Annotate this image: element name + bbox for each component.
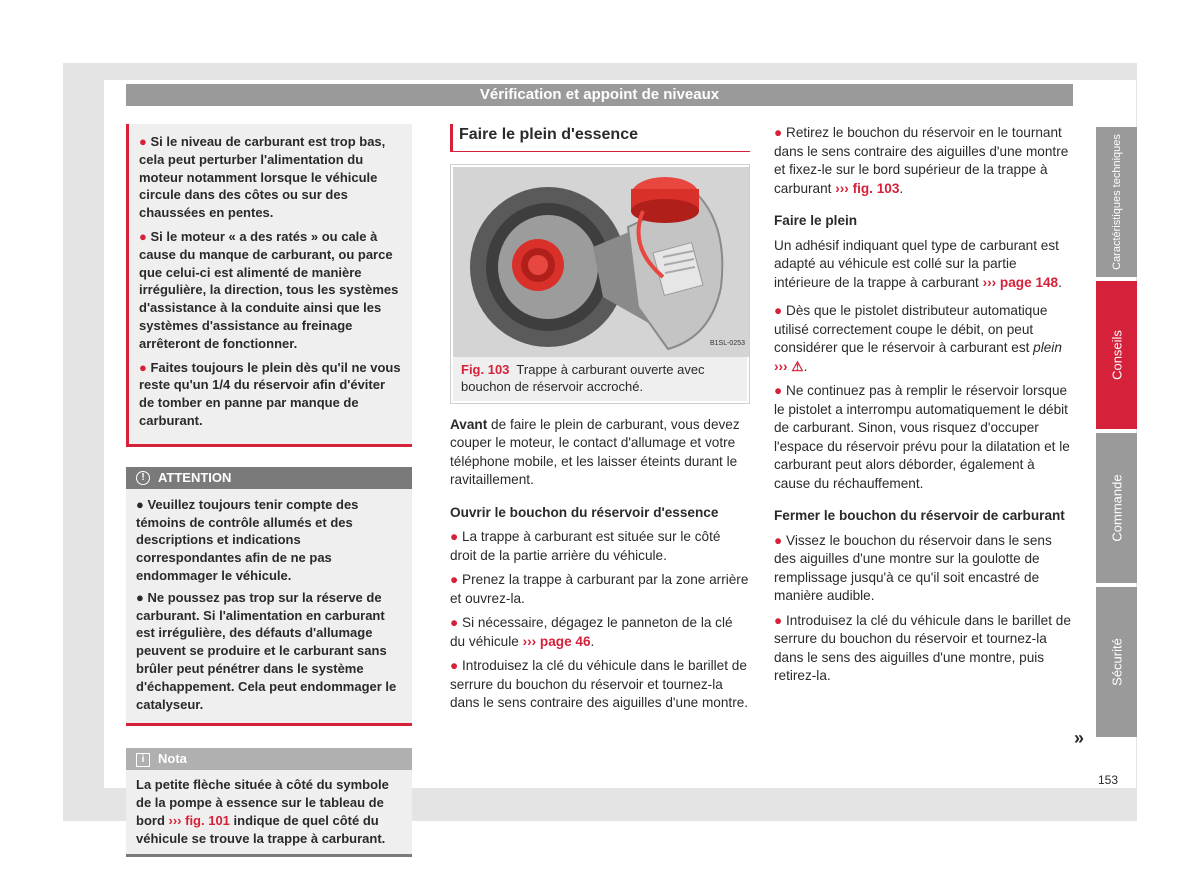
list-item: ● Dès que le pistolet distributeur automatique utilisé correctement coupe le débit, on peut considérer que le réservoir à carburant est plein ››› ⚠. (774, 303, 1062, 374)
bullet-icon: ● (450, 658, 462, 673)
bullet-icon: ● (450, 572, 462, 587)
page-header: Vérification et appoint de niveaux (126, 84, 1073, 106)
list-item: ● Prenez la trappe à carburant par la zone arrière et ouvrez-la. (450, 572, 749, 606)
page-number: 153 (1098, 773, 1119, 787)
warning-link[interactable]: ››› (774, 358, 788, 374)
list-item: ● La trappe à carburant est située sur le côté droit de la partie arrière du véhicule. (450, 529, 721, 563)
figure-code: B1SL-0253 (709, 340, 745, 347)
attention-box (126, 467, 412, 727)
page-link[interactable]: ››› page 46 (522, 633, 591, 649)
warning-triangle-icon: ⚠ (791, 358, 804, 374)
list-item: ● Si nécessaire, dégagez le panneton de la clé du véhicule ››› page 46. (450, 615, 733, 649)
list-item: ● Ne continuez pas à remplir le réservoir lorsque le pistolet a interrompu automatiquement le débit de carburant. Sinon, vous risquez d'occuper l'espace du réservoir prévu pour la dilatation et le carburant peut alors déborder, également à cause du réchauffement. (774, 383, 1070, 491)
warning-box (126, 124, 412, 447)
figure-label: Fig. 103 (461, 361, 510, 377)
subheading: Ouvrir le bouchon du réservoir d'essence (450, 504, 719, 520)
warning-item: ● Si le moteur « a des ratés » ou cale à cause du manque de carburant, ou parce que celui-ci est alimenté de manière irrégulière, la direction, tous les systèmes d'assistance à la conduite ainsi que les systèmes d'assistance au freinage arrêteront de fonctionner. (139, 228, 399, 351)
info-icon: i (136, 753, 150, 767)
note-text: La petite flèche située à côté du symbole de la pompe à essence sur le tableau de bord ››› fig. 101 indique de quel côté du véhicule se trouve la trappe à carburant. (136, 777, 389, 846)
column-middle (450, 124, 750, 719)
bullet-icon: ● (136, 496, 148, 512)
warning-item: ● Si le niveau de carburant est trop bas, cela peut perturber l'alimentation du moteur notamment lorsque le véhicule circule dans des côtes ou sur des chaussées en pentes. (139, 134, 386, 221)
subheading: Fermer le bouchon du réservoir de carburant (774, 508, 1065, 523)
tab-securite[interactable]: Sécurité (1096, 587, 1137, 737)
bullet-icon: ● (774, 383, 786, 398)
list-item: ● Introduisez la clé du véhicule dans le barillet de serrure du bouchon du réservoir et tournez-la dans le sens des aiguilles d'une montre, puis retirez-la. (774, 612, 1071, 683)
exclamation-icon: ! (136, 471, 150, 485)
bullet-icon: ● (774, 612, 786, 628)
bullet-icon: ● (136, 589, 148, 605)
attention-item: ● Veuillez toujours tenir compte des témoins de contrôle allumés et des descriptions et indications correspondantes afin de ne pas endommager le véhicule. (136, 496, 359, 583)
column-left (126, 124, 412, 857)
figure-caption: Fig. 103 Trappe à carburant ouverte avec bouchon de réservoir accroché. (453, 357, 747, 401)
bullet-icon: ● (450, 529, 462, 544)
fuel-flap-image (453, 167, 749, 357)
attention-item: ● Ne poussez pas trop sur la réserve de carburant. Si l'alimentation en carburant est irrégulière, des défauts d'allumage peuvent se produire et le carburant sans brûler peut pénétrer dans le système d'échappement. Cela peut endommager le catalyseur. (136, 589, 397, 712)
subheading: Faire le plein (774, 213, 858, 228)
intro-paragraph: Avant de faire le plein de carburant, vous devez couper le moteur, le contact d'allumage et votre téléphone mobile, et les laisser éteints durant le ravitaillement. (450, 416, 740, 487)
list-item: ● Vissez le bouchon du réservoir dans le sens des aiguilles d'une montre sur la goulotte de remplissage jusqu'à ce qu'il soit encastré de manière audible. (774, 532, 1052, 603)
note-box (126, 748, 412, 856)
figure-link[interactable]: ››› fig. 101 (168, 812, 230, 828)
figure (450, 164, 750, 404)
tab-conseils[interactable]: Conseils (1096, 281, 1137, 429)
bullet-icon: ● (139, 134, 151, 149)
bullet-icon: ● (774, 532, 786, 548)
continue-mark: » (1074, 728, 1085, 748)
tab-caracteristiques-techniques[interactable]: Caractéristiques techniques (1096, 127, 1137, 277)
page-link[interactable]: ››› page 148 (982, 274, 1059, 290)
list-item: ● Introduisez la clé du véhicule dans le barillet de serrure du bouchon du réservoir et tournez-la dans le sens contraire des aiguilles d'une montre. (450, 658, 749, 710)
warning-item: ● Faites toujours le plein dès qu'il ne vous reste qu'un 1/4 du réservoir afin d'éviter de tomber en panne par manque de carburant. (139, 359, 401, 428)
list-item: ● Retirez le bouchon du réservoir en le tournant dans le sens contraire des aiguilles d'une montre et fixez-le sur le bord supérieur de la trappe à carburant ››› fig. 103. (774, 125, 1069, 196)
note-header: i Nota (126, 748, 412, 770)
figure-link[interactable]: ››› fig. 103 (835, 180, 900, 196)
bullet-icon: ● (774, 303, 786, 318)
bullet-icon: ● (450, 615, 462, 630)
bullet-icon: ● (139, 359, 151, 375)
bullet-icon: ● (774, 125, 786, 140)
column-right (774, 124, 1072, 692)
fuel-flap-illustration (453, 167, 749, 357)
attention-header: ! ATTENTION (126, 467, 412, 489)
tab-commande[interactable]: Commande (1096, 433, 1137, 583)
section-title: Faire le plein d'essence (450, 124, 750, 152)
paragraph: Un adhésif indiquant quel type de carburant est adapté au véhicule est collé sur la partie intérieure de la trappe à carburant ››› page 148. (774, 237, 1062, 290)
bullet-icon: ● (139, 228, 151, 244)
